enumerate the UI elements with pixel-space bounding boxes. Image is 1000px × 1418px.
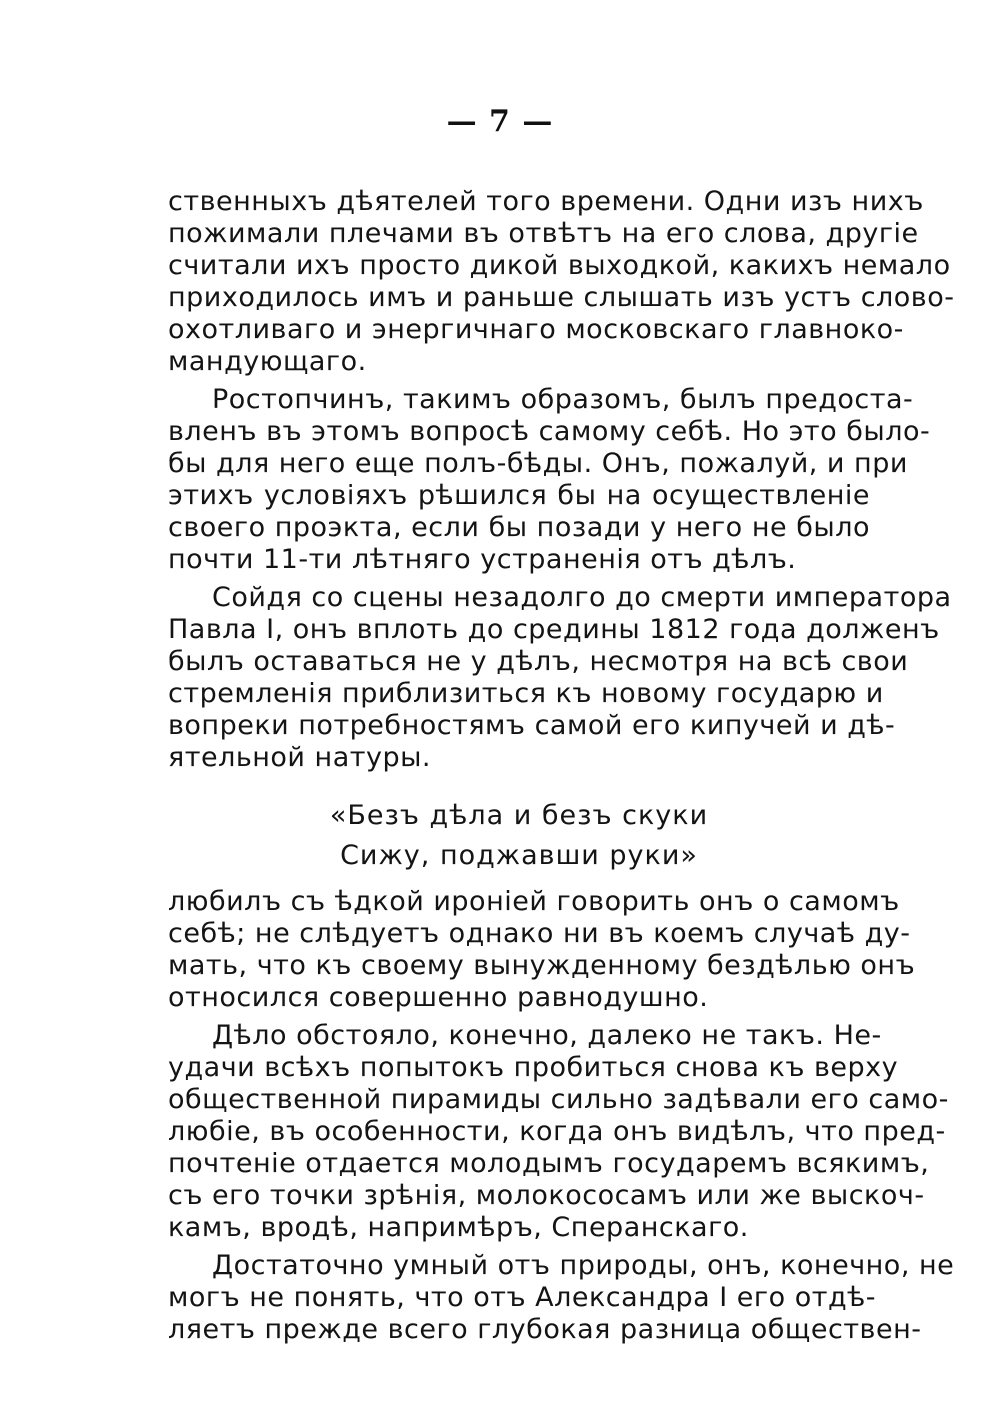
verse-line: «Безъ дѣла и безъ скуки — [329, 800, 709, 831]
text-line: мать, что къ своему вынужденному бездѣлью онъ — [168, 950, 916, 981]
text-line: вленъ въ этомъ вопросѣ самому себѣ. Но это было- — [168, 416, 931, 447]
text-line: Сойдя со сцены незадолго до смерти императора — [212, 582, 952, 613]
verse-line: Сижу, поджавши руки» — [340, 840, 698, 871]
page-number: — 7 — — [446, 104, 554, 139]
text-line: почтеніе отдается молодымъ государемъ всякимъ, — [168, 1148, 930, 1179]
text-line: пожимали плечами въ отвѣтъ на его слова, другіе — [168, 218, 919, 249]
paragraph-5 — [168, 1250, 955, 1346]
text-line: ляетъ прежде всего глубокая разница обществен- — [168, 1314, 922, 1345]
text-line: почти 11-ти лѣтняго устраненія отъ дѣлъ. — [168, 544, 797, 575]
paragraph-1 — [168, 186, 955, 378]
text-line: Достаточно умный отъ природы, онъ, конечно, не — [212, 1250, 955, 1281]
paragraph-2 — [168, 384, 931, 576]
text-line: приходилось имъ и раньше слышать изъ устъ слово- — [168, 282, 955, 313]
text-line: любилъ съ ѣдкой ироніей говорить онъ о самомъ — [168, 886, 900, 917]
text-line: своего проэкта, если бы позади у него не было — [168, 512, 870, 543]
text-line: охотливаго и энергичнаго московскаго главноко- — [168, 314, 904, 345]
text-line: ятельной натуры. — [168, 742, 431, 773]
text-line: Дѣло обстояло, конечно, далеко не такъ. Не- — [212, 1020, 882, 1051]
text-line: считали ихъ просто дикой выходкой, какихъ немало — [168, 250, 951, 281]
text-line: ственныхъ дѣятелей того времени. Одни изъ нихъ — [168, 186, 924, 217]
text-line: камъ, вродѣ, напримѣръ, Сперанскаго. — [168, 1212, 749, 1243]
text-line: вопреки потребностямъ самой его кипучей и дѣ- — [168, 710, 896, 741]
text-line: этихъ условіяхъ рѣшился бы на осуществленіе — [168, 480, 870, 511]
text-line: общественной пирамиды сильно задѣвали его само- — [168, 1084, 949, 1115]
text-line: съ его точки зрѣнія, молокососамъ или же выскоч- — [168, 1180, 925, 1211]
text-line: Павла I, онъ вплоть до средины 1812 года долженъ — [168, 614, 940, 645]
paragraph-3 — [168, 582, 952, 774]
text-line: былъ оставаться не у дѣлъ, несмотря на всѣ свои — [168, 646, 909, 677]
verse-quote — [168, 796, 870, 876]
text-line: бы для него еще полъ-бѣды. Онъ, пожалуй, и при — [168, 448, 908, 479]
paragraph-4 — [168, 1020, 949, 1244]
paragraph-after-verse — [168, 886, 916, 1014]
text-line: Ростопчинъ, такимъ образомъ, былъ предоста- — [212, 384, 914, 415]
text-line: мандующаго. — [168, 346, 367, 377]
text-body — [168, 186, 955, 1352]
text-line: могъ не понять, что отъ Александра I его отдѣ- — [168, 1282, 877, 1313]
text-line: относился совершенно равнодушно. — [168, 982, 709, 1013]
text-line: себѣ; не слѣдуетъ однако ни въ коемъ случаѣ ду- — [168, 918, 911, 949]
text-line: стремленія приблизиться къ новому государю и — [168, 678, 884, 709]
text-line: удачи всѣхъ попытокъ пробиться снова къ верху — [168, 1052, 899, 1083]
text-line: любіе, въ особенности, когда онъ видѣлъ, что пред- — [168, 1116, 946, 1147]
